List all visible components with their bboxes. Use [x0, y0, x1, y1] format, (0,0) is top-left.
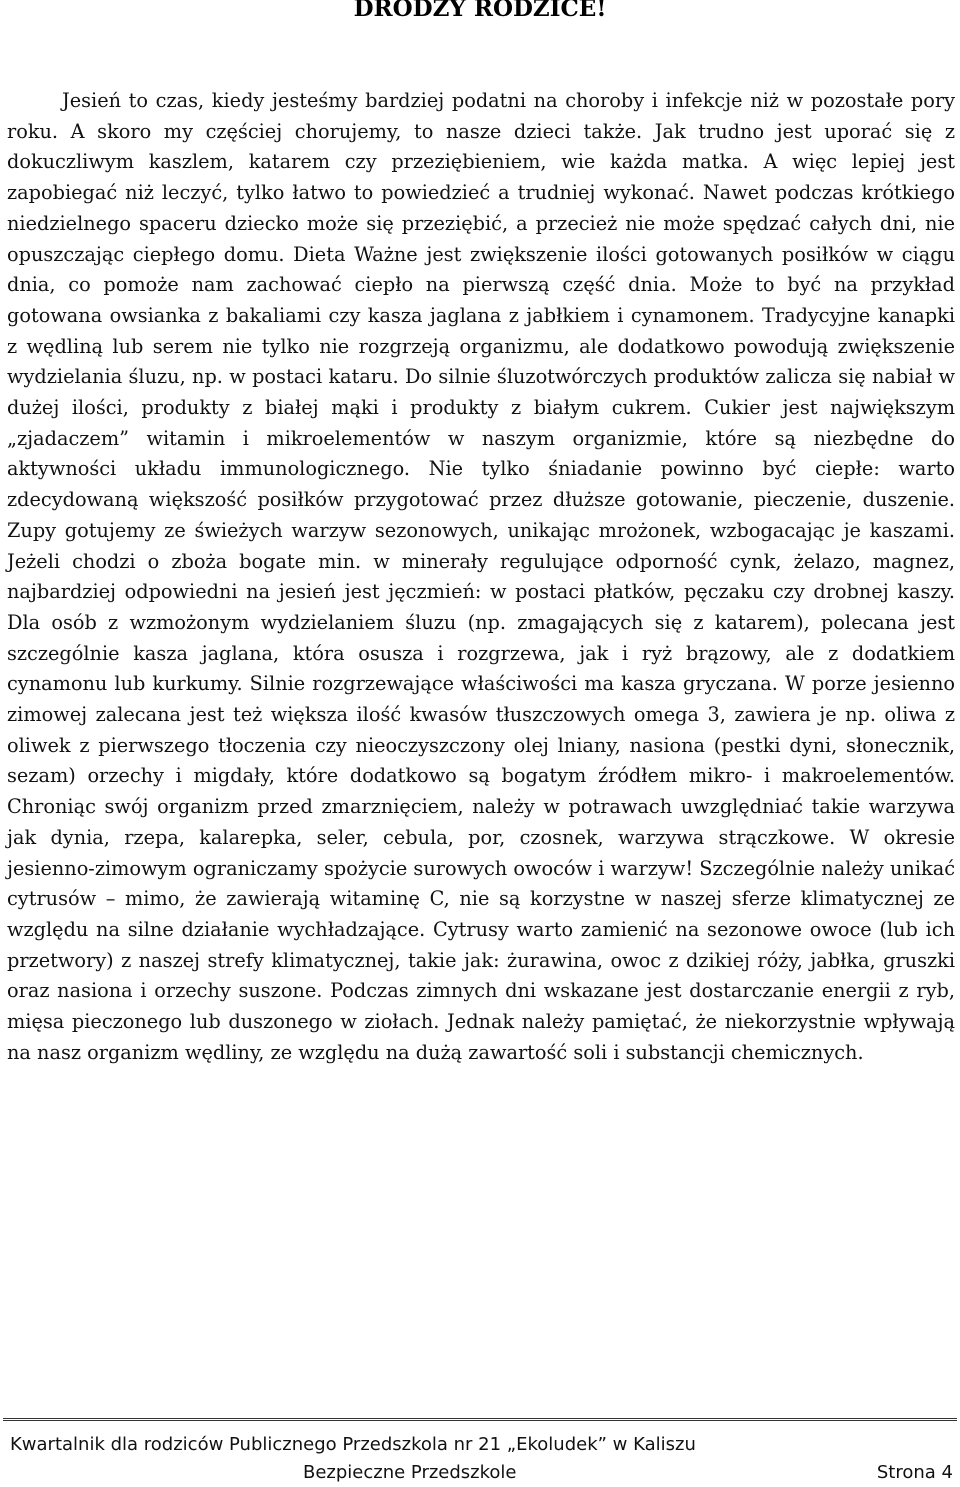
- footer-section: Bezpieczne Przedszkole: [303, 1462, 517, 1483]
- footer-divider: [3, 1418, 957, 1421]
- article-paragraph: Jesień to czas, kiedy jesteśmy bardziej podatni na choroby i infekcje niż w pozostałe pory roku. A skoro my częściej chorujemy, to nasze dzieci także. Jak trudno jest uporać się z dokuczliwym kaszlem, katarem czy przeziębieniem, wie każda matka. A więc lepiej jest zapobiegać niż leczyć, tylko łatwo to powiedzieć a trudniej wykonać. Nawet podczas krótkiego niedzielnego spaceru dziecko może się przeziębić, a przecież nie może spędzać całych dni, nie opuszczając ciepłego domu. Dieta Ważne jest zwiększenie ilości gotowanych posiłków w ciągu dnia, co pomoże nam zachować ciepło na pierwszą część dnia. Może to być na przykład gotowana owsianka z bakaliami czy kasza jaglana z jabłkiem i cynamonem. Tradycyjne kanapki z wędliną lub serem nie tylko nie rozgrzeją organizmu, ale dodatkowo powodują zwiększenie wydzielania śluzu, np. w postaci kataru. Do silnie śluzotwórczych produktów zalicza się nabiał w dużej ilości, produkty z białej mąki i produkty z białym cukrem. Cukier jest największym „zjadaczem” witamin i mikroelementów w naszym organizmie, które są niezbędne do aktywności układu immunologicznego. Nie tylko śniadanie powinno być ciepłe: warto zdecydowaną większość posiłków przygotować przez dłuższe gotowanie, pieczenie, duszenie. Zupy gotujemy ze świeżych warzyw sezonowych, unikając mrożonek, wzbogacając je kaszami. Jeżeli chodzi o zboża bogate min. w minerały regulujące odporność cynk, żelazo, magnez, najbardziej odpowiedni na jesień jest jęczmień: w postaci płatków, pęczaku czy drobnej kaszy. Dla osób z wzmożonym wydzielaniem śluzu (np. zmagających się z katarem), polecana jest szczególnie kasza jaglana, która osusza i rozgrzewa, jak i ryż brązowy, ale z dodatkiem cynamonu lub kurkumy. Silnie rozgrzewające właściwości ma kasza gryczana. W porze jesienno zimowej zalecana jest też większa ilość kwasów tłuszczowych omega 3, zawiera je np. oliwa z oliwek z pierwszego tłoczenia czy nieoczyszczony olej lniany, nasiona (pestki dyni, słonecznik, sezam) orzechy i migdały, które dodatkowo są bogatym źródłem mikro- i makroelementów. Chroniąc swój organizm przed zmarznięciem, należy w potrawach uwzględniać takie warzywa jak dynia, rzepa, kalarepka, seler, cebula, por, czosnek, warzywa strączkowe. W okresie jesienno-zimowym ograniczamy spożycie surowych owoców i warzyw! Szczególnie należy unikać cytrusów – mimo, że zawierają witaminę C, nie są korzystne w naszej sferze klimatycznej ze względu na silne działanie wychładzające. Cytrusy warto zamienić na sezonowe owoce (lub ich przetwory) z naszej strefy klimatycznej, takie jak: żurawina, owoc z dzikiej róży, jabłka, gruszki oraz nasiona i orzechy suszone. Podczas zimnych dni wskazane jest dostarczanie energii z ryb, mięsa pieczonego lub duszonego w ziołach. Jednak należy pamiętać, że niekorzystnie wpływają na nasz organizm wędliny, ze względu na dużą zawartość soli i substancji chemicznych.: [7, 89, 955, 1064]
- page-number: Strona 4: [876, 1462, 953, 1483]
- page-title: DRODZY RODZICE!: [353, 0, 607, 22]
- footer-publication: Kwartalnik dla rodziców Publicznego Przedszkola nr 21 „Ekoludek” w Kaliszu: [10, 1434, 696, 1455]
